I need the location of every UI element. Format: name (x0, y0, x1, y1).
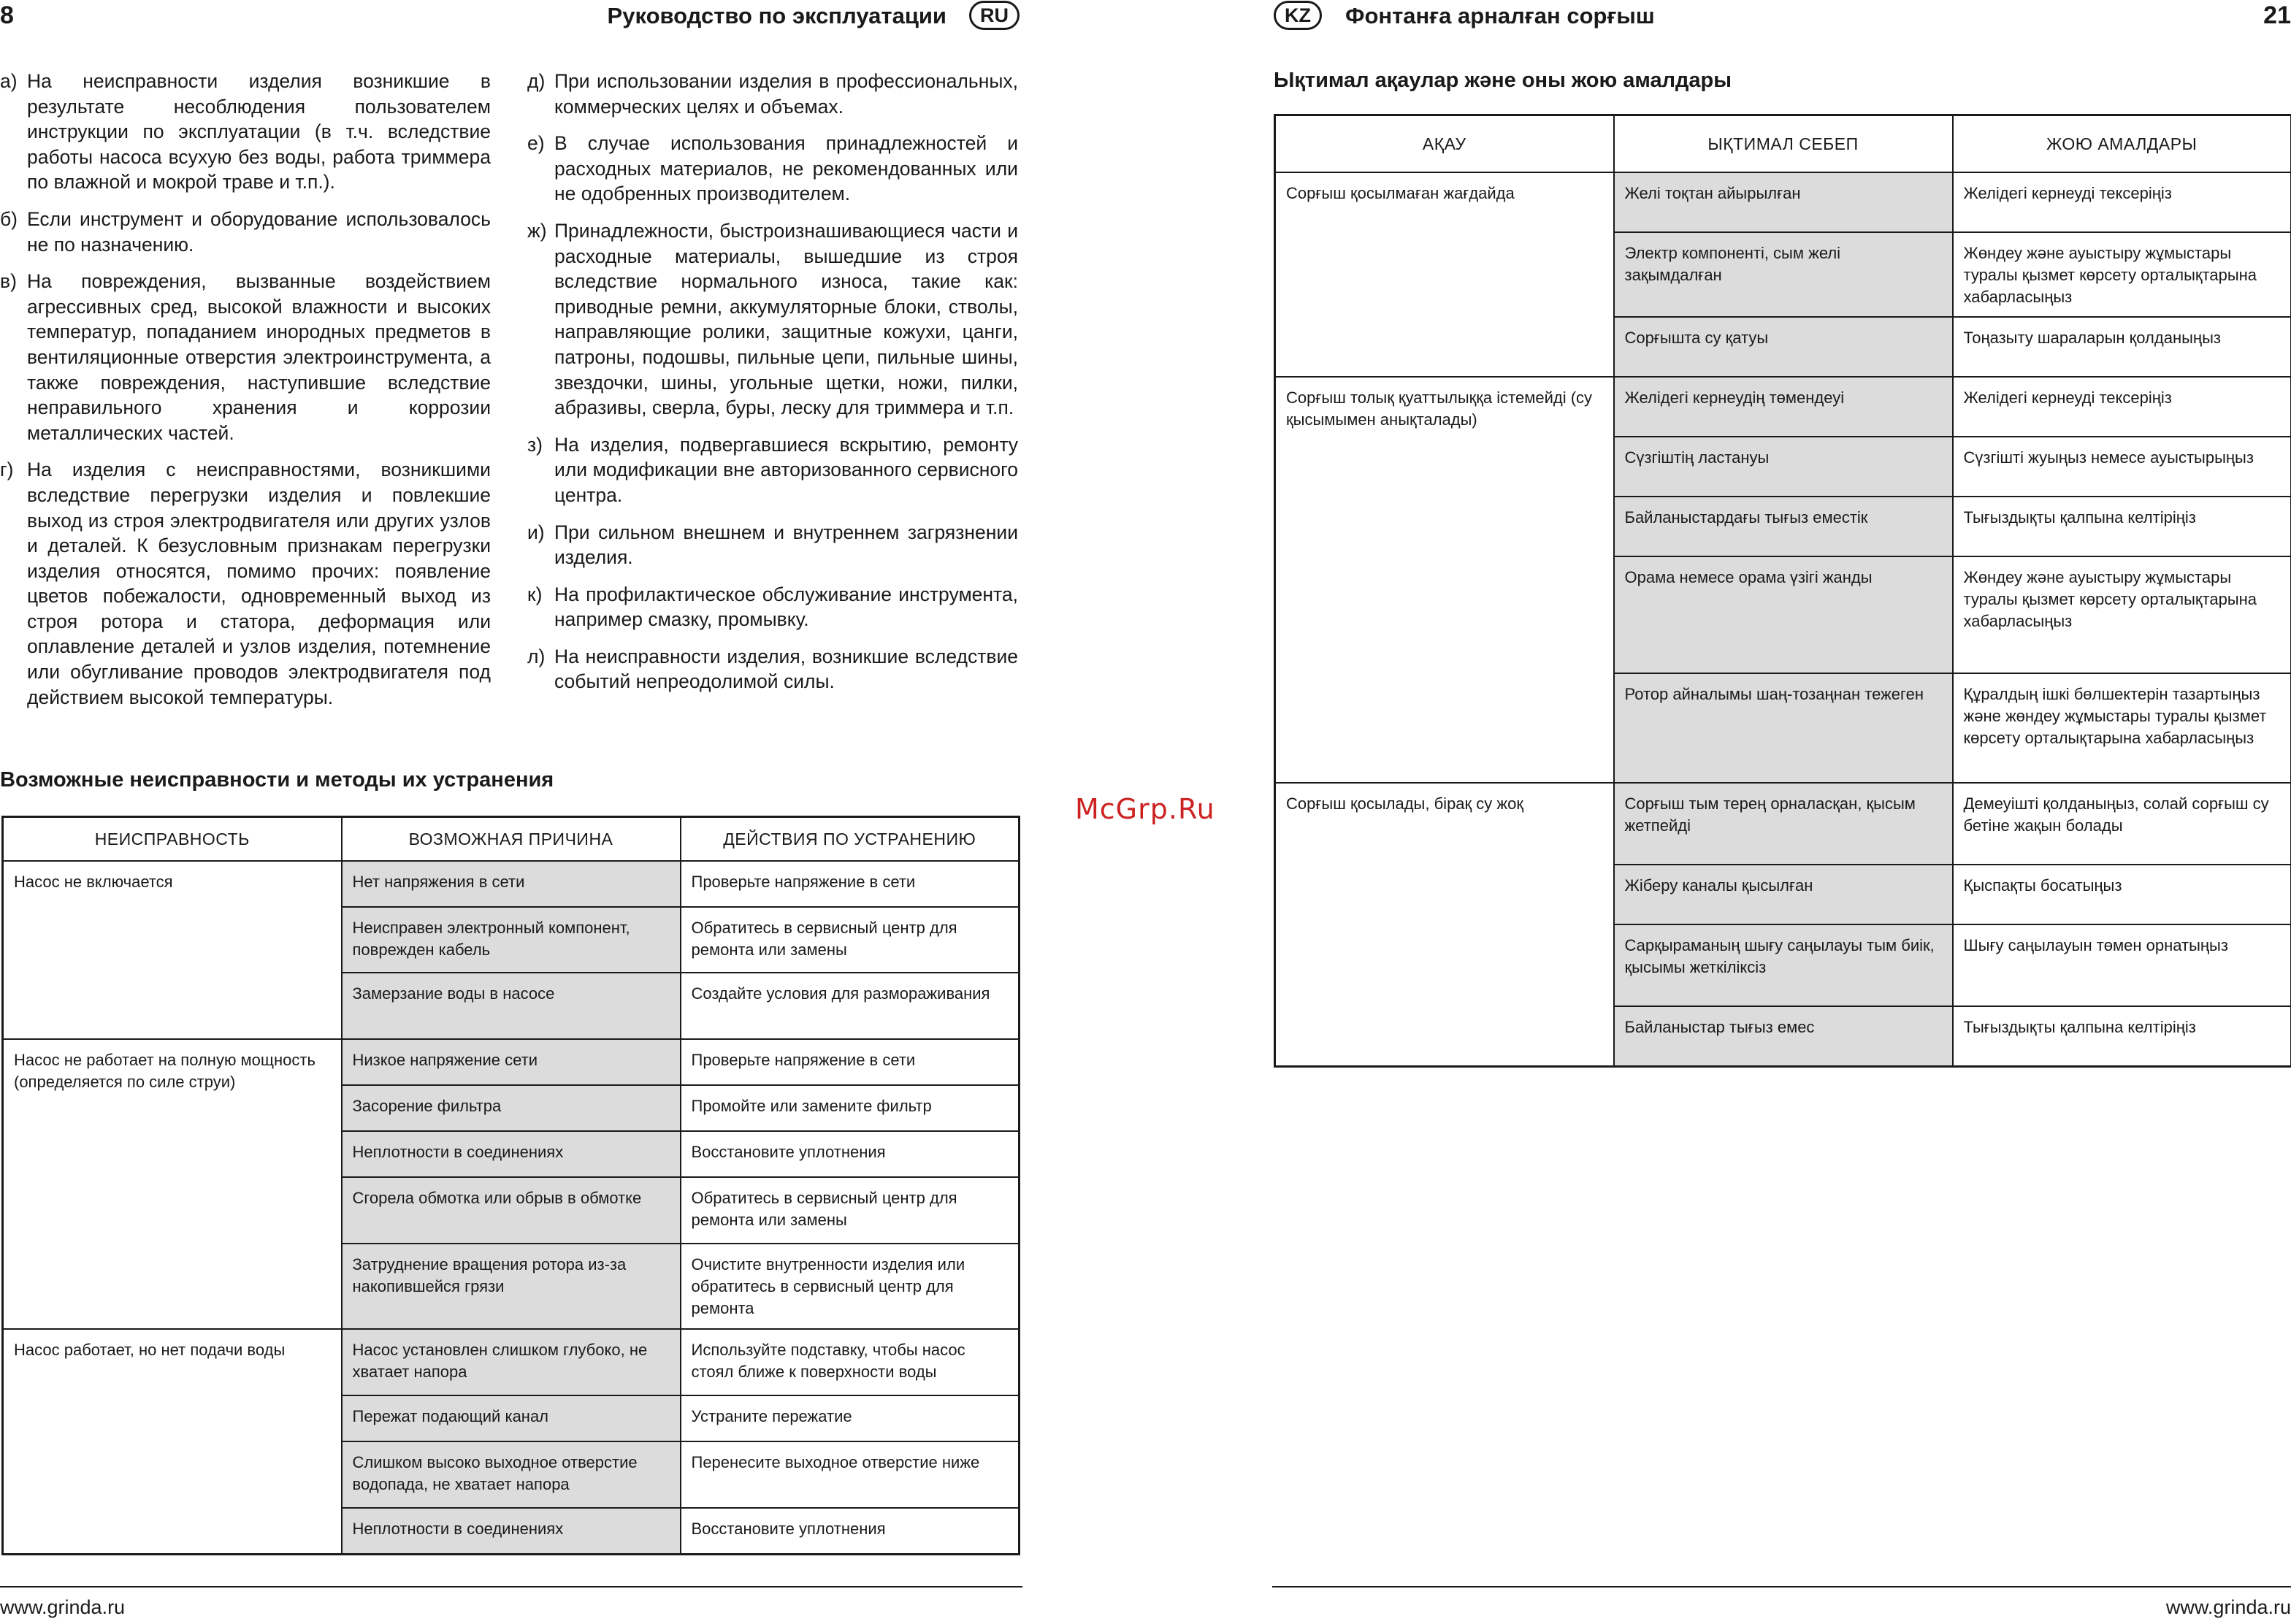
cause-cell: Жіберу каналы қысылған (1614, 865, 1953, 924)
column-header: ЖОЮ АМАЛДАРЫ (1953, 115, 2291, 173)
list-item (0, 269, 491, 445)
cause-cell: Неплотности в соединениях (342, 1131, 681, 1177)
action-cell: Тоңазыту шараларын қолданыңыз (1953, 317, 2291, 377)
page-right (1272, 0, 2291, 1624)
fault-cell: Насос не включается (3, 861, 342, 1039)
page-number: 8 (0, 1, 14, 29)
list-item-label: б) (0, 207, 18, 230)
cause-cell: Желі тоқтан айырылған (1614, 172, 1953, 232)
list-item-text: На изделия, подвергавшиеся вскрытию, ремонту или модификации вне авторизованного сервисного центра. (554, 433, 1018, 506)
action-cell: Очистите внутренности изделия или обратитесь в сервисный центр для ремонта (681, 1244, 1020, 1329)
table-row (3, 1329, 1020, 1395)
action-cell: Восстановите уплотнения (681, 1131, 1020, 1177)
cause-cell: Ротор айналымы шаң-тозаңнан тежеген (1614, 673, 1953, 783)
cause-cell: Низкое напряжение сети (342, 1039, 681, 1085)
list-item-label: г) (0, 459, 14, 481)
column-header: АҚАУ (1275, 115, 1614, 173)
list-item-label: ж) (527, 219, 547, 242)
list-item-text: При использовании изделия в профессиональных, коммерческих целях и объемах. (554, 70, 1018, 118)
warranty-exclusions-column-1 (0, 69, 491, 721)
cause-cell: Неисправен электронный компонент, поврежден кабель (342, 907, 681, 973)
page-title: Фонтанға арналған сорғыш (1345, 3, 1655, 28)
list-item-text: На повреждения, вызванные воздействием агрессивных сред, высокой влажности и высоких температур, попаданием инородных предметов в вентиляционные отверстия электроинструмента, а также повреждения, наступившие вследствие неправильного хранения и коррозии металлических частей. (27, 270, 491, 444)
action-cell: Используйте подставку, чтобы насос стоял ближе к поверхности воды (681, 1329, 1020, 1395)
action-cell: Тығыздықты қалпына келтіріңіз (1953, 1006, 2291, 1066)
action-cell: Обратитесь в сервисный центр для ремонта или замены (681, 1177, 1020, 1244)
table-header-row (3, 817, 1020, 862)
cause-cell: Нет напряжения в сети (342, 861, 681, 907)
page-number: 21 (2263, 1, 2291, 29)
list-item-text: В случае использования принадлежностей и расходных материалов, не рекомендованных или не одобренных производителем. (554, 132, 1018, 205)
cause-cell: Желідегі кернеудің төмендеуі (1614, 377, 1953, 437)
table-row (1275, 377, 2291, 437)
list-item-text: Принадлежности, быстроизнашивающиеся части и расходные материалы, вышедшие из строя вследствие нормального износа, такие как: приводные ремни, аккумуляторные блоки, стволы, направляющие ролики, защитные кожухи, цанги, патроны, подошвы, пильные цепи, пильные шины, звездочки, шины, угольные щетки, ножи, пилки, абразивы, сверла, буры, леску для триммера и т.п. (554, 219, 1018, 419)
footer-url: www.grinda.ru (2165, 1596, 2291, 1618)
list-item-label: з) (527, 433, 543, 456)
language-badge: RU (969, 1, 1020, 30)
fault-cell: Сорғыш қосылмаған жағдайда (1275, 172, 1614, 377)
section-title: Возможные неисправности и методы их устранения (0, 768, 554, 792)
watermark: McGrp.Ru (1075, 793, 1215, 825)
cause-cell: Насос установлен слишком глубоко, не хватает напора (342, 1329, 681, 1395)
list-item-label: л) (527, 645, 546, 667)
cause-cell: Сорғыш тым терең орналасқан, қысым жетпейді (1614, 783, 1953, 865)
page-header (1272, 0, 2291, 32)
fault-cell: Насос не работает на полную мощность (определяется по силе струи) (3, 1039, 342, 1329)
cause-cell: Затруднение вращения ротора из-за накопившейся грязи (342, 1244, 681, 1329)
action-cell: Сүзгішті жуыңыз немесе ауыстырыңыз (1953, 437, 2291, 497)
list-item (527, 582, 1018, 632)
page-left (0, 0, 1022, 1624)
list-item (527, 432, 1018, 508)
action-cell: Құралдың ішкі бөлшектерін тазартыңыз және жөндеу жұмыстары туралы қызмет көрсету орталықтарына хабарласыңыз (1953, 673, 2291, 783)
table-row (3, 861, 1020, 907)
action-cell: Создайте условия для размораживания (681, 973, 1020, 1039)
action-cell: Қыспақты босатыңыз (1953, 865, 2291, 924)
action-cell: Проверьте напряжение в сети (681, 1039, 1020, 1085)
action-cell: Желідегі кернеуді тексеріңіз (1953, 172, 2291, 232)
list-item-text: При сильном внешнем и внутреннем загрязнении изделия. (554, 521, 1018, 569)
list-item (527, 69, 1018, 119)
language-badge: KZ (1274, 1, 1322, 30)
section-title: Ықтимал ақаулар және оны жою амалдары (1274, 69, 1732, 92)
cause-cell: Электр компоненті, сым желі зақымдалған (1614, 232, 1953, 317)
list-item (527, 131, 1018, 207)
action-cell: Жөндеу және ауыстыру жұмыстары туралы қызмет көрсету орталықтарына хабарласыңыз (1953, 556, 2291, 673)
cause-cell: Засорение фильтра (342, 1085, 681, 1131)
action-cell: Восстановите уплотнения (681, 1508, 1020, 1554)
footer-url: www.grinda.ru (0, 1596, 126, 1618)
list-item-text: На неисправности изделия, возникшие вследствие событий непреодолимой силы. (554, 645, 1018, 693)
action-cell: Демеуішті қолданыңыз, солай сорғыш су бетіне жақын болады (1953, 783, 2291, 865)
action-cell: Промойте или замените фильтр (681, 1085, 1020, 1131)
column-header: ДЕЙСТВИЯ ПО УСТРАНЕНИЮ (681, 817, 1020, 862)
list-item-text: На изделия с неисправностями, возникшими вследствие перегрузки изделия и повлекшие выход из строя электродвигателя или других узлов и деталей. К безусловным признакам перегрузки изделия относятся, помимо прочих: появление цветов побежалости, одновременный выход из строя ротора и статора, деформация или оплавление деталей и узлов изделия, потемнение или обугливание проводов электродвигателя под действием высокой температуры. (27, 459, 491, 708)
column-header: ВОЗМОЖНАЯ ПРИЧИНА (342, 817, 681, 862)
fault-cell: Сорғыш қосылады, бірақ су жоқ (1275, 783, 1614, 1066)
table-header-row (1275, 115, 2291, 173)
list-item-label: д) (527, 70, 546, 92)
action-cell: Тығыздықты қалпына келтіріңіз (1953, 497, 2291, 556)
list-item-text: Если инструмент и оборудование использовалось не по назначению. (27, 207, 491, 256)
list-item (527, 520, 1018, 570)
list-item-label: к) (527, 583, 543, 605)
list-item (527, 644, 1018, 694)
list-item (0, 69, 491, 195)
list-item-label: в) (0, 270, 17, 293)
action-cell: Проверьте напряжение в сети (681, 861, 1020, 907)
list-item-label: а) (0, 70, 18, 92)
cause-cell: Неплотности в соединениях (342, 1508, 681, 1554)
table-row (1275, 172, 2291, 232)
action-cell: Жөндеу және ауыстыру жұмыстары туралы қызмет көрсету орталықтарына хабарласыңыз (1953, 232, 2291, 317)
cause-cell: Сүзгіштің ластануы (1614, 437, 1953, 497)
list-item (0, 457, 491, 710)
action-cell: Шығу саңылауын төмен орнатыңыз (1953, 924, 2291, 1006)
table-row (1275, 783, 2291, 865)
footer-divider (0, 1586, 1022, 1587)
footer-divider (1272, 1586, 2291, 1587)
page-title: Руководство по эксплуатации (607, 3, 946, 28)
troubleshooting-table (1274, 114, 2291, 1068)
fault-cell: Насос работает, но нет подачи воды (3, 1329, 342, 1554)
fault-cell: Сорғыш толық қуаттылыққа істемейді (су қысымымен анықталады) (1275, 377, 1614, 783)
cause-cell: Замерзание воды в насосе (342, 973, 681, 1039)
action-cell: Обратитесь в сервисный центр для ремонта или замены (681, 907, 1020, 973)
list-item (527, 218, 1018, 421)
cause-cell: Пережат подающий канал (342, 1395, 681, 1441)
action-cell: Перенесите выходное отверстие ниже (681, 1441, 1020, 1508)
warranty-exclusions-column-2 (527, 69, 1018, 706)
cause-cell: Сорғышта су қатуы (1614, 317, 1953, 377)
troubleshooting-table (1, 816, 1020, 1555)
column-header: НЕИСПРАВНОСТЬ (3, 817, 342, 862)
table-row (3, 1039, 1020, 1085)
page-header (0, 0, 1022, 32)
list-item-label: е) (527, 132, 545, 155)
cause-cell: Слишком высоко выходное отверстие водопада, не хватает напора (342, 1441, 681, 1508)
cause-cell: Байланыстар тығыз емес (1614, 1006, 1953, 1066)
action-cell: Устраните пережатие (681, 1395, 1020, 1441)
list-item-text: На профилактическое обслуживание инструмента, например смазку, промывку. (554, 583, 1018, 631)
column-header: ЫҚТИМАЛ СЕБЕП (1614, 115, 1953, 173)
cause-cell: Сарқыраманың шығу саңылауы тым биік, қысымы жеткіліксіз (1614, 924, 1953, 1006)
list-item-text: На неисправности изделия возникшие в результате несоблюдения пользователем инструкции по эксплуатации (в т.ч. вследствие работы насоса всухую без воды, работа триммера по влажной и мокрой траве и т.п.). (27, 70, 491, 194)
action-cell: Желідегі кернеуді тексеріңіз (1953, 377, 2291, 437)
cause-cell: Орама немесе орама үзігі жанды (1614, 556, 1953, 673)
list-item (0, 207, 491, 257)
cause-cell: Байланыстардағы тығыз еместік (1614, 497, 1953, 556)
cause-cell: Сгорела обмотка или обрыв в обмотке (342, 1177, 681, 1244)
list-item-label: и) (527, 521, 545, 543)
